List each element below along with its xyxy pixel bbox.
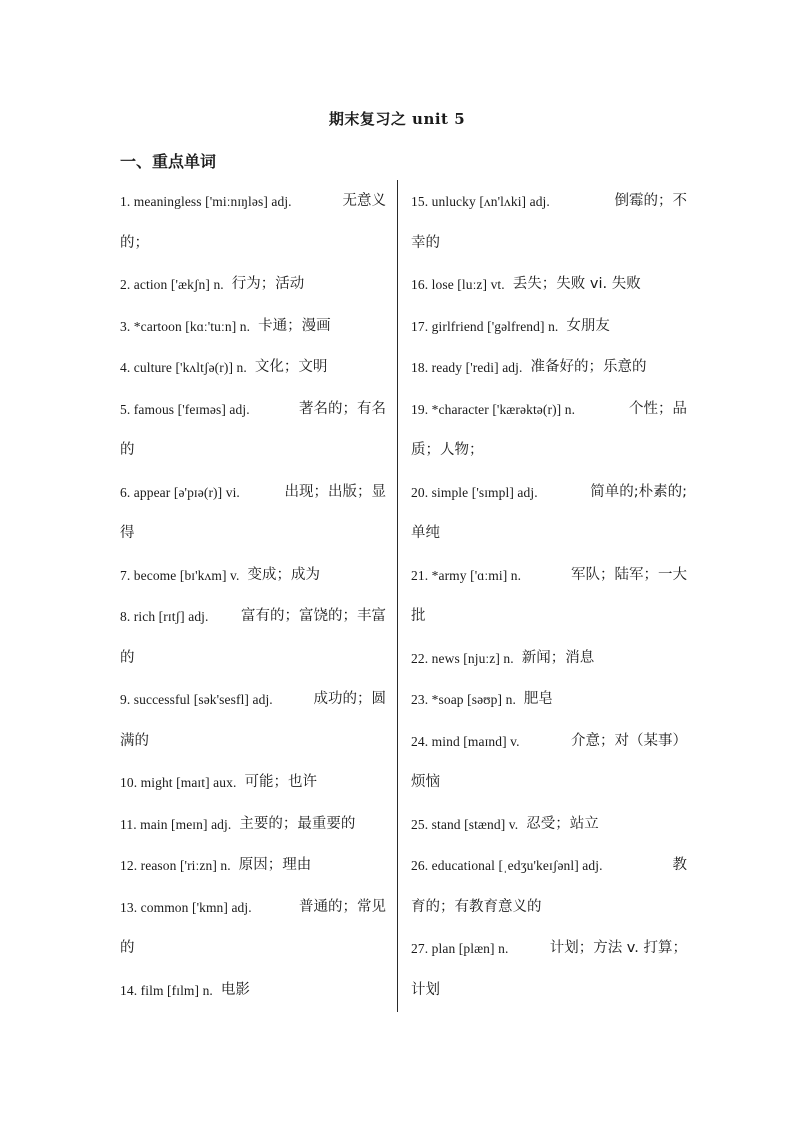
vocab-line	[120, 928, 386, 970]
vocab-entry	[120, 472, 386, 555]
vocab-term: 9. successful [sək'sesfl] adj.	[120, 692, 273, 707]
vocab-meaning: 普通的；常见	[299, 898, 386, 915]
vocab-entry	[120, 679, 386, 762]
vocab-meaning: 行为；活动	[231, 276, 305, 292]
vocab-term: 14. film [fɪlm] n.	[120, 982, 213, 998]
vocab-line	[411, 472, 687, 514]
vocab-line	[411, 762, 687, 804]
vocab-line	[411, 389, 687, 431]
vocab-meaning: 的	[120, 442, 135, 458]
vocab-line	[120, 472, 386, 514]
vocab-line	[411, 970, 687, 1012]
vocab-entry	[411, 928, 687, 1011]
vocab-line	[411, 264, 687, 306]
vocab-entry	[120, 887, 386, 970]
vocab-meaning: 可能；也许	[244, 774, 317, 790]
vocab-meaning: 质；人物；	[411, 442, 484, 458]
vocab-line	[411, 555, 687, 597]
vocab-term: 22. news [njuːz] n.	[411, 650, 514, 666]
vocab-meaning: 育的；有教育意义的	[411, 898, 542, 915]
vocab-meaning: 成功的；圆	[313, 691, 386, 707]
vocab-entry	[120, 389, 386, 472]
vocab-meaning: 主要的；最重要的	[239, 815, 356, 832]
vocab-line	[411, 679, 687, 721]
vocab-meaning: 幸的	[411, 234, 440, 251]
vocab-meaning: 女朋友	[566, 317, 610, 334]
vocab-term: 3. *cartoon [kɑː'tuːn] n.	[120, 318, 251, 334]
vocab-line	[411, 721, 687, 763]
vocab-meaning: 烦恼	[411, 774, 440, 790]
vocab-meaning: 军队；陆军；一大	[571, 566, 687, 583]
vocab-line	[120, 721, 386, 763]
vocab-term: 2. action ['ækʃn] n.	[120, 277, 224, 292]
vocab-entry	[411, 804, 687, 846]
vocab-meaning: 丢失；失败 vi. 失败	[512, 276, 641, 292]
vocab-line	[411, 513, 687, 555]
vocab-term: 8. rich [rɪtʃ] adj.	[120, 609, 209, 624]
vocab-entry	[120, 181, 386, 264]
vocab-term: 7. become [bɪ'kʌm] v.	[120, 567, 240, 583]
vocab-entry	[120, 347, 386, 389]
vocab-line	[120, 804, 386, 846]
vocab-list-left	[120, 181, 386, 1011]
vocab-term: 13. common ['kmn] adj.	[120, 899, 252, 915]
vocab-meaning: 满的	[120, 732, 149, 749]
vocab-term: 4. culture ['kʌltʃə(r)] n.	[120, 360, 247, 375]
vocab-meaning: 得	[120, 525, 135, 541]
vocab-line	[120, 762, 386, 804]
vocab-term: 10. might [maɪt] aux.	[120, 775, 237, 790]
vocab-entry	[411, 638, 687, 680]
vocab-meaning: 的	[120, 940, 135, 956]
vocab-line	[120, 887, 386, 929]
vocab-meaning: 电影	[220, 981, 250, 998]
vocab-line	[411, 306, 687, 348]
vocab-line	[411, 596, 687, 638]
vocab-line	[411, 845, 687, 887]
vocab-line	[411, 430, 687, 472]
vocab-line	[120, 306, 386, 348]
vocab-line	[120, 389, 386, 431]
vocab-line	[411, 804, 687, 846]
vocab-entry	[120, 845, 386, 887]
vocab-entry	[120, 804, 386, 846]
vocab-line	[411, 928, 687, 970]
vocab-entry	[120, 596, 386, 679]
vocab-meaning: 倒霉的；不	[614, 193, 687, 209]
vocab-line	[120, 970, 386, 1012]
vocab-term: 23. *soap [səʊp] n.	[411, 692, 516, 707]
vocab-meaning: 著名的；有名	[299, 400, 386, 417]
vocab-line	[120, 638, 386, 680]
vocab-line	[411, 638, 687, 680]
vocab-term: 15. unlucky [ʌn'lʌki] adj.	[411, 194, 550, 209]
vocab-term: 26. educational [ˌedʒu'keɪʃənl] adj.	[411, 858, 603, 873]
vocab-line	[120, 555, 386, 597]
vocab-term: 17. girlfriend ['gəlfrend] n.	[411, 318, 559, 334]
vocab-term: 16. lose [luːz] vt.	[411, 277, 505, 292]
vocab-term: 19. *character ['kærəktə(r)] n.	[411, 401, 576, 417]
vocab-line	[411, 181, 687, 223]
vocab-entry	[120, 762, 386, 804]
vocab-entry	[120, 264, 386, 306]
vocab-entry	[411, 347, 687, 389]
vocab-line	[120, 181, 386, 223]
vocab-term: 5. famous ['feɪməs] adj.	[120, 401, 250, 417]
vocab-entry	[120, 306, 386, 348]
vocab-line	[120, 264, 386, 306]
vocab-meaning: 计划；方法 v. 打算；	[549, 940, 687, 956]
vocab-line	[120, 513, 386, 555]
vocab-meaning: 文化；文明	[254, 359, 328, 375]
vocab-term: 27. plan [plæn] n.	[411, 941, 509, 956]
vocab-meaning: 无意义	[342, 193, 386, 209]
vocab-entry	[120, 970, 386, 1012]
vocab-meaning: 肥皂	[523, 691, 553, 707]
section-heading: 一、重点单词	[120, 152, 217, 171]
vocab-meaning: 的	[120, 649, 135, 666]
vocab-line	[120, 223, 386, 265]
vocab-entry	[411, 845, 687, 928]
vocab-meaning: 简单的;朴素的;	[590, 483, 687, 500]
vocab-line	[120, 430, 386, 472]
vocab-line	[120, 679, 386, 721]
vocab-meaning: 计划	[411, 981, 440, 998]
vocab-entry	[411, 389, 687, 472]
vocab-term: 12. reason ['riːzn] n.	[120, 858, 231, 873]
vocab-term: 11. main [meɪn] adj.	[120, 816, 232, 832]
vocab-line	[411, 223, 687, 265]
vocab-entry	[411, 264, 687, 306]
vocab-term: 1. meaningless ['miːnɪŋləs] adj.	[120, 194, 292, 209]
vocab-meaning: 原因；理由	[238, 857, 312, 873]
vocab-meaning: 批	[411, 608, 426, 624]
vocab-entry	[411, 555, 687, 638]
page-title: 期末复习之 unit 5	[328, 110, 466, 128]
vocab-meaning: 教	[672, 857, 687, 873]
vocab-line	[120, 596, 386, 638]
vocab-list-right	[411, 181, 687, 1011]
vocab-term: 24. mind [maɪnd] v.	[411, 733, 520, 749]
vocab-term: 20. simple ['sɪmpl] adj.	[411, 484, 538, 500]
vocab-meaning: 卡通；漫画	[258, 317, 331, 334]
vocab-term: 21. *army ['ɑːmi] n.	[411, 567, 522, 583]
vocab-meaning: 出现；出版；显	[284, 483, 386, 500]
vocab-line	[411, 887, 687, 929]
vocab-entry	[411, 472, 687, 555]
vocab-entry	[411, 721, 687, 804]
vocab-term: 6. appear [ə'pɪə(r)] vi.	[120, 484, 240, 500]
vocab-term: 25. stand [stænd] v.	[411, 816, 519, 832]
column-divider	[397, 180, 398, 1012]
vocab-entry	[411, 181, 687, 264]
vocab-line	[120, 845, 386, 887]
vocab-meaning: 单纯	[411, 525, 440, 541]
vocab-meaning: 准备好的；乐意的	[530, 359, 647, 375]
vocab-entry	[120, 555, 386, 597]
vocab-meaning: 富有的；富饶的；丰富	[241, 608, 386, 624]
vocab-term: 18. ready ['redi] adj.	[411, 360, 523, 375]
vocab-meaning: 的；	[120, 234, 149, 251]
vocab-meaning: 介意；对（某事）	[571, 732, 687, 749]
vocab-entry	[411, 679, 687, 721]
vocab-meaning: 个性；品	[629, 400, 687, 417]
vocab-line	[411, 347, 687, 389]
vocab-meaning: 新闻；消息	[521, 649, 595, 666]
vocab-meaning: 忍受；站立	[526, 815, 599, 832]
vocab-entry	[411, 306, 687, 348]
vocab-line	[120, 347, 386, 389]
vocab-meaning: 变成；成为	[247, 566, 320, 583]
